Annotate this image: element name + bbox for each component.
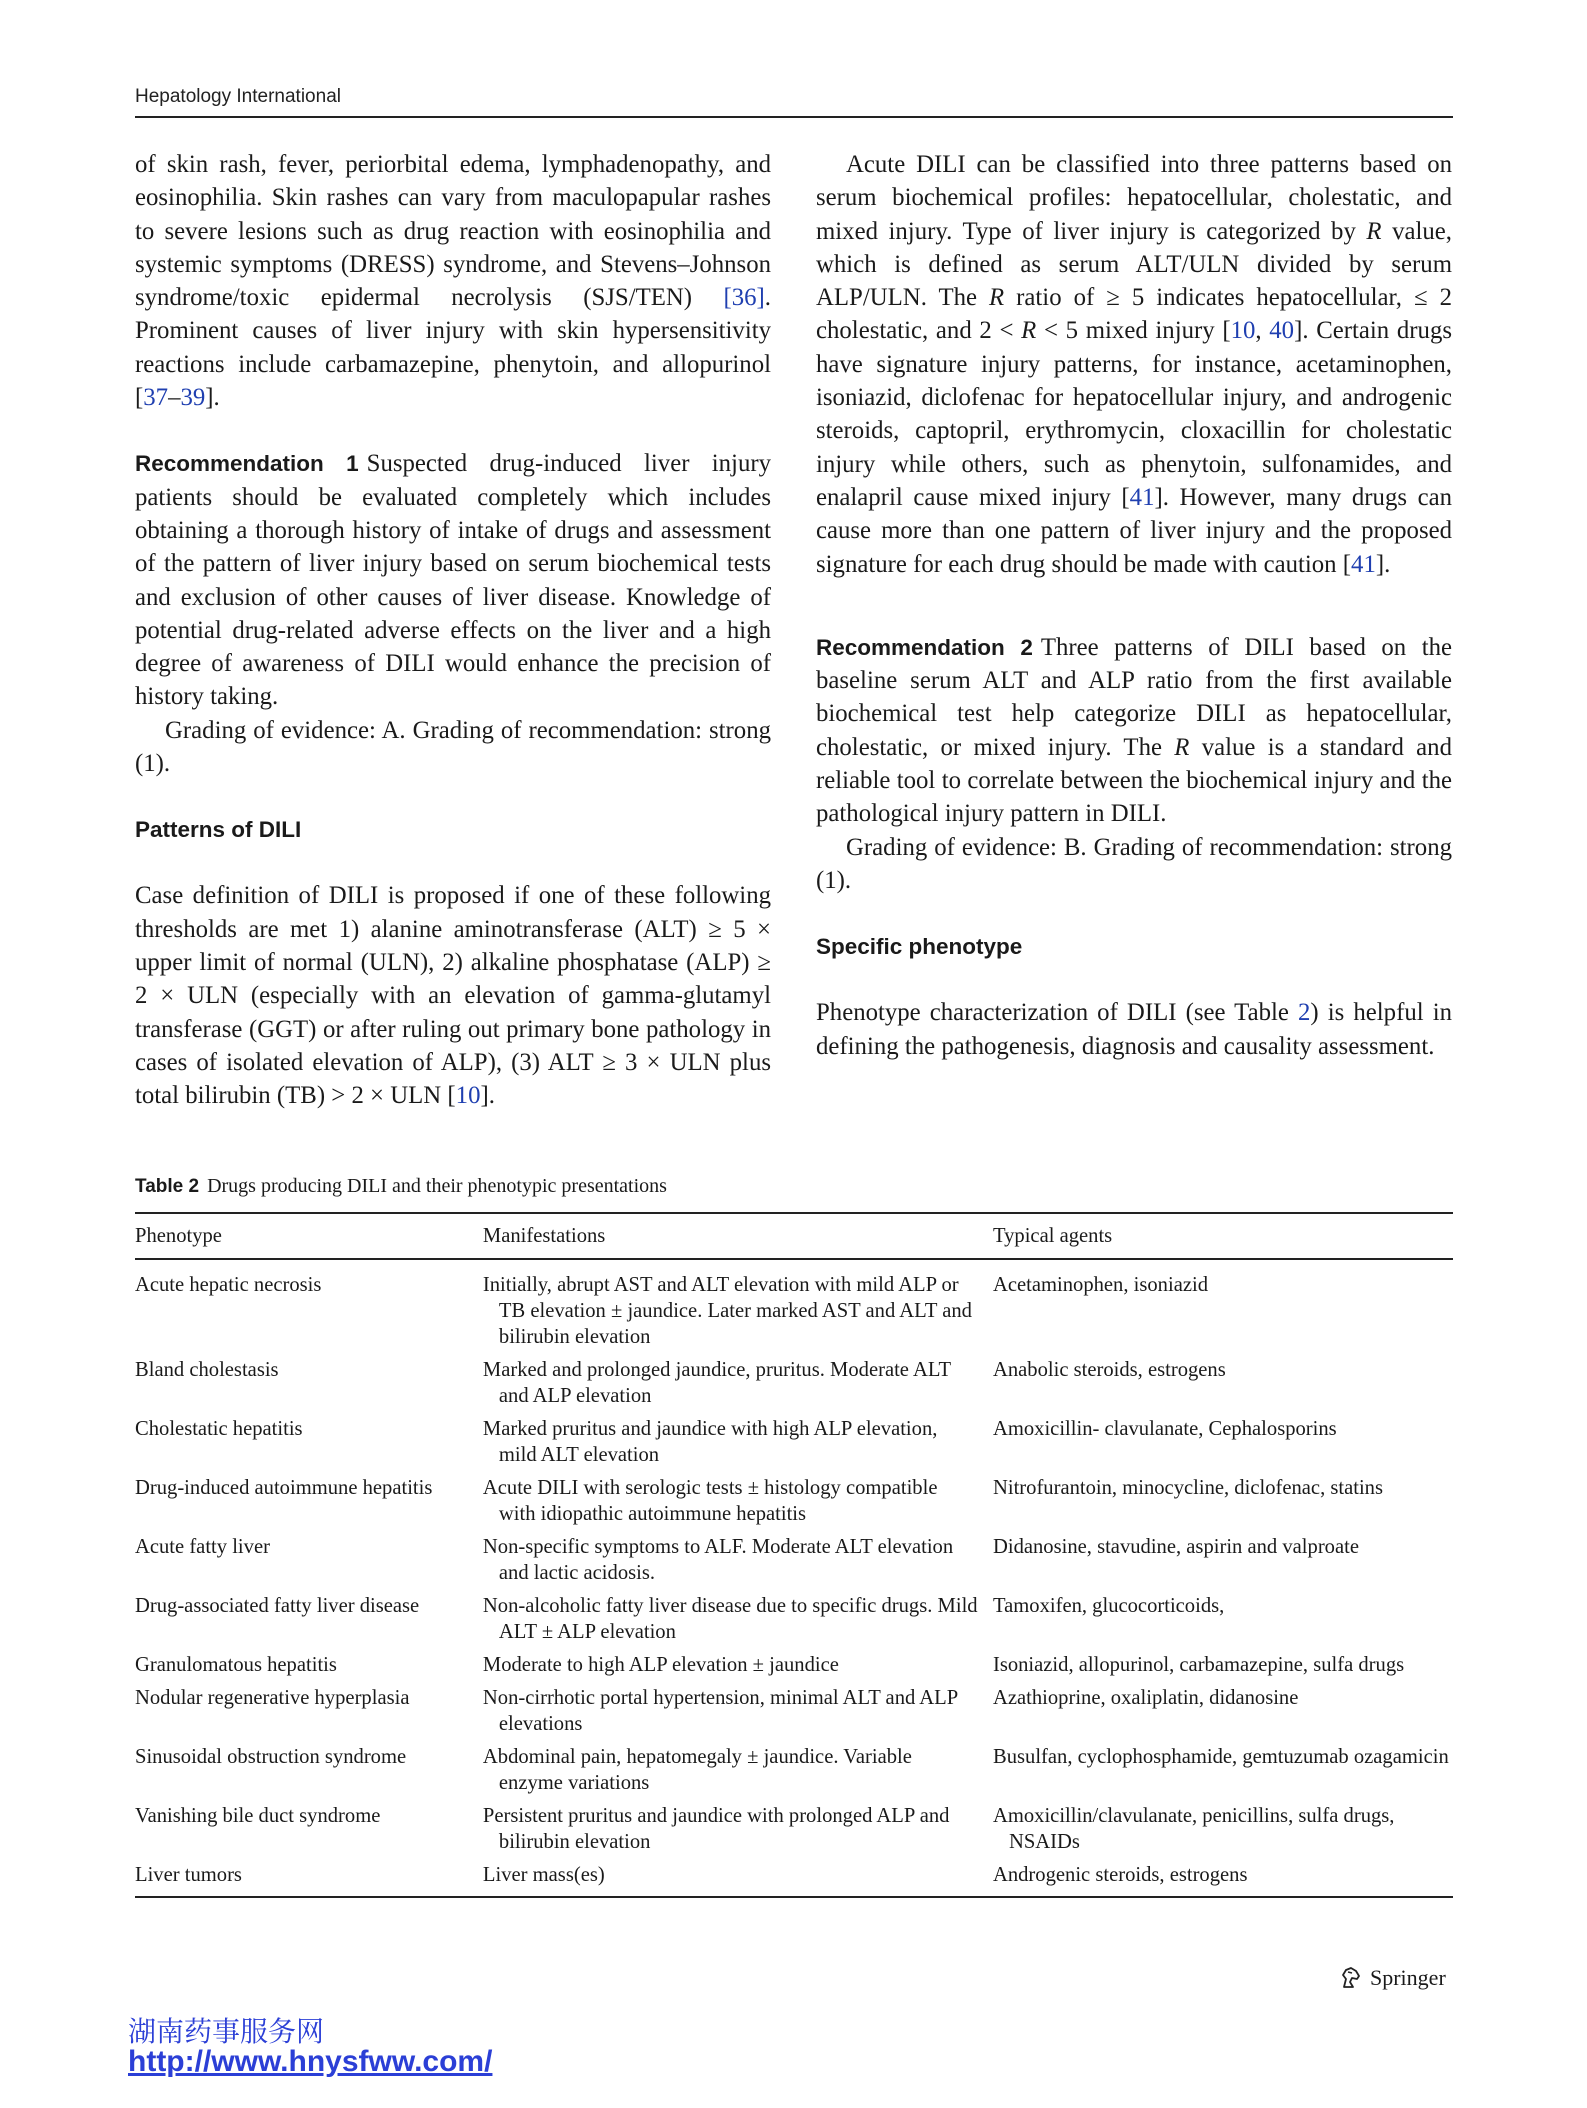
text-run: Acute DILI can be classified into three patterns based on serum biochemical profiles: hepatocellular, cholestatic, and mixed injury. Type of liver injury is categorized by bbox=[816, 151, 1452, 245]
cell-typical-agents: Acetaminophen, isoniazid bbox=[992, 1274, 1208, 1296]
section-heading-patterns: Patterns of DILI bbox=[135, 817, 302, 843]
cell-phenotype: Liver tumors bbox=[135, 1862, 483, 1897]
cell-typical-agents: Tamoxifen, glucocorticoids, bbox=[992, 1595, 1225, 1617]
text-run: Three patterns of DILI based on the baseline serum ALT and ALP ratio from the first available biochemical test help categorize DILI as hepatocellular, cholestatic, or mixed injury. The bbox=[816, 633, 1453, 761]
citation-link[interactable]: 40 bbox=[1269, 317, 1295, 345]
cell-phenotype: Drug-associated fatty liver disease bbox=[135, 1595, 420, 1617]
cell-phenotype: Nodular regenerative hyperplasia bbox=[135, 1687, 410, 1709]
text-run: ]. bbox=[480, 1082, 495, 1110]
table-row bbox=[135, 1475, 1453, 1534]
cell-manifestations: Non-specific symptoms to ALF. Moderate ALT elevation and lactic acidosis. bbox=[482, 1536, 954, 1584]
cell-typical-agents: Azathioprine, oxaliplatin, didanosine bbox=[992, 1687, 1299, 1709]
cell-phenotype: Acute hepatic necrosis bbox=[135, 1274, 322, 1296]
citation-link[interactable]: 10 bbox=[1230, 317, 1256, 345]
table-row bbox=[135, 1652, 1453, 1685]
text-run: value is a standard and reliable tool to correlate between the biochemical injury and the pathological injury pattern in DILI. bbox=[816, 733, 1452, 828]
journal-name: Hepatology International bbox=[135, 86, 341, 107]
paragraph-acute-dili-patterns bbox=[816, 148, 1452, 581]
cell-manifestations: Acute DILI with serologic tests ± histology compatible with idiopathic autoimmune hepatitis bbox=[482, 1477, 938, 1525]
publisher-name: Springer bbox=[1370, 1965, 1446, 1990]
phenotype-table bbox=[135, 1212, 1453, 1898]
cell-manifestations: Marked pruritus and jaundice with high ALP elevation, mild ALT elevation bbox=[482, 1418, 938, 1466]
cell-typical-agents: Amoxicillin- clavulanate, Cephalosporins bbox=[992, 1418, 1337, 1440]
text-run: . Prominent causes of liver injury with skin hypersensitivity reactions include carbamazepine, phenytoin, and allopurinol [ bbox=[135, 284, 771, 412]
table-row bbox=[135, 1803, 1453, 1862]
cell-phenotype: Cholestatic hepatitis bbox=[135, 1418, 303, 1440]
left-column bbox=[135, 148, 771, 1112]
table-row bbox=[135, 1685, 1453, 1744]
recommendation-2-text bbox=[816, 634, 1452, 827]
cell-typical-agents: Amoxicillin/clavulanate, penicillins, sulfa drugs, NSAIDs bbox=[992, 1805, 1395, 1853]
cell-typical-agents: Didanosine, stavudine, aspirin and valproate bbox=[992, 1536, 1359, 1558]
section-heading-phenotype: Specific phenotype bbox=[816, 934, 1023, 960]
cell-phenotype: Sinusoidal obstruction syndrome bbox=[135, 1746, 407, 1768]
italic-symbol: R bbox=[1174, 733, 1190, 761]
citation-link[interactable]: 37 bbox=[143, 384, 169, 412]
table-caption bbox=[135, 1175, 667, 1198]
text-run: ]. Certain drugs have signature injury patterns, for instance, acetaminophen, isoniazid, diclofenac for hepatocellular injury, and androgenic steroids, captopril, erythromycin, cloxacillin for cholestatic injury while others, such as phenytoin, sulfonamides, and enalapril cause mixed injury [ bbox=[816, 317, 1452, 511]
cell-typical-agents: Androgenic steroids, estrogens bbox=[993, 1862, 1453, 1897]
table-row bbox=[135, 1862, 1453, 1897]
italic-symbol: R bbox=[1366, 217, 1382, 245]
column-header-phenotype: Phenotype bbox=[135, 1213, 483, 1259]
text-run: ]. bbox=[205, 384, 220, 412]
table-row bbox=[135, 1259, 1453, 1357]
cell-typical-agents: Nitrofurantoin, minocycline, diclofenac, statins bbox=[992, 1477, 1383, 1499]
column-header-manifestations: Manifestations bbox=[483, 1213, 993, 1259]
recommendation-2-grading: Grading of evidence: B. Grading of recommendation: strong (1). bbox=[816, 833, 1452, 894]
publisher-logo bbox=[1338, 1965, 1446, 1991]
text-run: ) is helpful in defining the pathogenesis, diagnosis and causality assessment. bbox=[816, 999, 1452, 1060]
text-run: of skin rash, fever, periorbital edema, lymphadenopathy, and eosinophilia. Skin rashes can vary from maculopapular rashes to severe lesions such as drug reaction with eosinophilia and systemic symptoms (DRESS) syndrome, and Stevens–Johnson syndrome/toxic epidermal necrolysis (SJS/TEN) bbox=[135, 151, 771, 312]
recommendation-1 bbox=[135, 447, 771, 713]
table-row bbox=[135, 1416, 1453, 1475]
paragraph-phenotype bbox=[816, 996, 1452, 1063]
cell-manifestations: Liver mass(es) bbox=[483, 1862, 993, 1897]
cell-phenotype: Acute fatty liver bbox=[135, 1536, 270, 1558]
citation-link[interactable]: 39 bbox=[180, 384, 206, 412]
citation-link[interactable]: [36] bbox=[723, 284, 765, 312]
right-column bbox=[816, 148, 1452, 1063]
cell-manifestations: Marked and prolonged jaundice, pruritus. Moderate ALT and ALP elevation bbox=[482, 1359, 951, 1407]
cell-phenotype: Drug-induced autoimmune hepatitis bbox=[135, 1477, 433, 1499]
cell-typical-agents: Isoniazid, allopurinol, carbamazepine, sulfa drugs bbox=[992, 1654, 1405, 1676]
citation-link[interactable]: 2 bbox=[1297, 999, 1311, 1027]
text-run: value, which is defined as serum ALT/ULN divided by serum ALP/ULN. The bbox=[816, 217, 1452, 312]
table-row bbox=[135, 1593, 1453, 1652]
cell-manifestations: Abdominal pain, hepatomegaly ± jaundice. Variable enzyme variations bbox=[482, 1746, 912, 1794]
table-row bbox=[135, 1357, 1453, 1416]
cell-phenotype: Granulomatous hepatitis bbox=[135, 1654, 337, 1676]
cell-typical-agents: Busulfan, cyclophosphamide, gemtuzumab ozagamicin bbox=[992, 1746, 1449, 1768]
text-run: ratio of ≥ 5 indicates hepatocellular, ≤ 2 cholestatic, and 2 < bbox=[816, 284, 1453, 345]
recommendation-1-grading: Grading of evidence: A. Grading of recommendation: strong (1). bbox=[135, 716, 771, 778]
recommendation-1-label: Recommendation 1 bbox=[135, 451, 359, 477]
citation-link[interactable]: 41 bbox=[1129, 483, 1155, 511]
watermark-url[interactable]: http://www.hnysfww.com/ bbox=[128, 2045, 493, 2078]
text-run: – bbox=[168, 384, 181, 412]
table-row bbox=[135, 1744, 1453, 1803]
italic-symbol: R bbox=[989, 284, 1005, 312]
citation-link[interactable]: 10 bbox=[455, 1082, 481, 1110]
text-run: < 5 mixed injury [ bbox=[1036, 317, 1231, 345]
cell-typical-agents: Anabolic steroids, estrogens bbox=[992, 1359, 1226, 1381]
cell-phenotype: Bland cholestasis bbox=[135, 1359, 279, 1381]
column-header-typical-agents: Typical agents bbox=[993, 1213, 1453, 1259]
table-caption-label: Table 2 bbox=[135, 1176, 200, 1197]
table-header-row bbox=[135, 1213, 1453, 1259]
text-run: ]. However, many drugs can cause more than one pattern of liver injury and the proposed signature for each drug should be made with caution [ bbox=[816, 483, 1453, 578]
watermark-site-name: 湖南药事服务网 bbox=[128, 2015, 325, 2048]
paragraph-skin-rash bbox=[135, 148, 771, 414]
cell-manifestations: Non-cirrhotic portal hypertension, minimal ALT and ALP elevations bbox=[482, 1687, 958, 1735]
citation-link[interactable]: 41 bbox=[1351, 550, 1376, 578]
text-run: Phenotype characterization of DILI (see Table bbox=[816, 999, 1298, 1027]
italic-symbol: R bbox=[1021, 317, 1037, 345]
recommendation-1-text: Suspected drug-induced liver injury patients should be evaluated completely which includes obtaining a thorough history of intake of drugs and assessment of the pattern of liver injury based on serum biochemical tests and exclusion of other causes of liver disease. Knowledge of potential drug-related adverse effects on the liver and a high degree of awareness of DILI would enhance the precision of history taking. bbox=[135, 450, 771, 711]
table-body bbox=[135, 1259, 1453, 1897]
cell-manifestations: Initially, abrupt AST and ALT elevation with mild ALP or TB elevation ± jaundice. Later marked AST and ALT and bilirubin elevation bbox=[482, 1274, 972, 1348]
text-run: ]. bbox=[1375, 550, 1391, 578]
table-row bbox=[135, 1534, 1453, 1593]
recommendation-2-label: Recommendation 2 bbox=[816, 634, 1033, 660]
cell-manifestations: Moderate to high ALP elevation ± jaundice bbox=[482, 1654, 839, 1676]
paragraph-case-definition bbox=[135, 879, 771, 1112]
header-rule bbox=[135, 116, 1453, 118]
text-run: , bbox=[1255, 317, 1270, 345]
cell-manifestations: Persistent pruritus and jaundice with prolonged ALP and bilirubin elevation bbox=[482, 1805, 950, 1853]
table-caption-text: Drugs producing DILI and their phenotypic presentations bbox=[207, 1175, 667, 1197]
cell-phenotype: Vanishing bile duct syndrome bbox=[135, 1805, 381, 1827]
text-run: Case definition of DILI is proposed if one of these following thresholds are met 1) alanine aminotransferase (ALT) ≥ 5 × upper limit of normal (ULN), 2) alkaline phosphatase (ALP) ≥ 2 × ULN (especially with an elevation of gamma-glutamyl transferase (GGT) or after ruling out primary bone pathology in cases of isolated elevation of ALP), (3) ALT ≥ 3 × ULN plus total bilirubin (TB) > 2 × ULN [ bbox=[135, 882, 771, 1110]
cell-manifestations: Non-alcoholic fatty liver disease due to specific drugs. Mild ALT ± ALP elevation bbox=[482, 1595, 978, 1643]
recommendation-2 bbox=[816, 631, 1452, 831]
springer-horse-icon bbox=[1338, 1965, 1364, 1991]
